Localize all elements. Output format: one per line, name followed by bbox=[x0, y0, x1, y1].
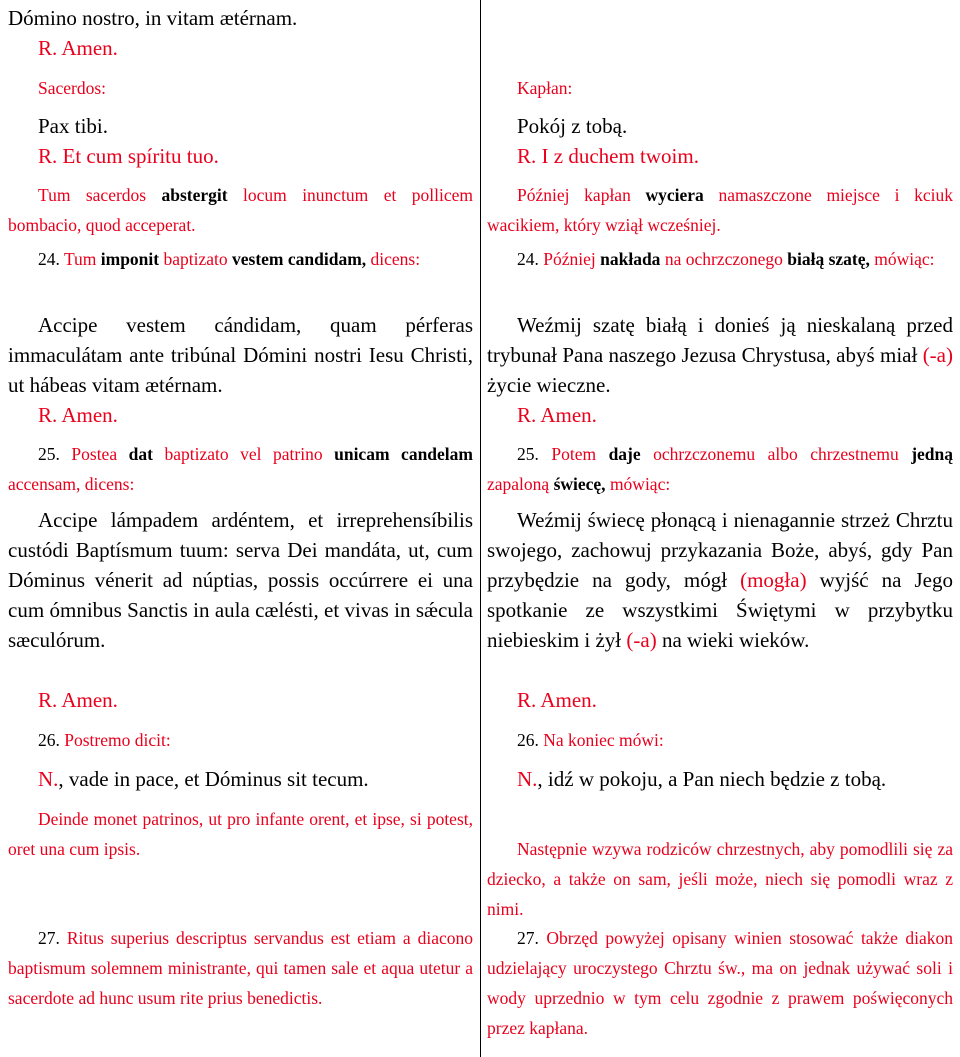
polish-rubric-nastepnie: Następnie wzywa rodziców chrzestnych, aby pomodlili się za dziecko, a także on sam, jeśli może, niech się pomodli wraz z nimi. bbox=[487, 839, 953, 919]
latin-response: R. Amen. bbox=[38, 688, 118, 712]
polish-rubric-kaplan: Kapłan: bbox=[517, 78, 573, 98]
column-divider bbox=[480, 0, 481, 1057]
rubric-text: Potem bbox=[551, 444, 609, 464]
gender-variant: (-a) bbox=[626, 628, 657, 652]
polish-text: Weźmij szatę białą i donieś ją nieskalaną przed trybunał Pana naszego Jezusa Chrystusa, abyś miał bbox=[487, 313, 953, 367]
rubric-bold: białą szatę, bbox=[787, 249, 870, 269]
latin-rubric-deinde: Deinde monet patrinos, ut pro infante orent, et ipse, si potest, oret una cum ipsis. bbox=[8, 809, 473, 859]
rubric-bold: vestem candidam, bbox=[232, 249, 367, 269]
rubric-text: na ochrzczonego bbox=[660, 249, 788, 269]
latin-response: R. Amen. bbox=[38, 403, 118, 427]
rubric-text: Obrzęd powyżej opisany winien stosować także diakon udzielający uroczystego Chrztu św., ma on jednak używać soli i wody uprzednio w tym celu zgodnie z prawem poświęconych przez kapłana. bbox=[487, 928, 953, 1038]
rubric-bold: unicam candelam bbox=[334, 444, 473, 464]
latin-text: , vade in pace, et Dóminus sit tecum. bbox=[58, 767, 369, 791]
rubric-text: Ritus superius descriptus servandus est etiam a diacono baptismum solemnem ministrante, qui tamen sale et aqua utetur a sacerdote ad hunc usum rite prius benedictis. bbox=[8, 928, 474, 1008]
rubric-text: Później kapłan bbox=[517, 185, 646, 205]
rubric-text: mówiąc: bbox=[605, 474, 671, 494]
polish-text: życie wieczne. bbox=[487, 373, 611, 397]
section-number: 24. bbox=[38, 249, 64, 269]
gender-variant: (-a) bbox=[922, 343, 953, 367]
rubric-bold: dat bbox=[128, 444, 153, 464]
section-number: 25. bbox=[38, 444, 72, 464]
latin-accipe-vestem: Accipe vestem cándidam, quam pérferas immaculátam ante tribúnal Dómini nostri Iesu Christi, ut hábeas vitam ætérnam. bbox=[8, 313, 473, 397]
rubric-text: locum inunctum et pollicem bombacio, quod acceperat. bbox=[8, 185, 473, 235]
polish-text: wyjść na Jego spotkanie ze wszystkimi Świętymi w przybytku niebieskim i żył bbox=[487, 568, 953, 652]
rubric-text: Tum bbox=[63, 249, 101, 269]
polish-section-26 bbox=[487, 725, 953, 755]
section-number: 27. bbox=[38, 928, 67, 948]
latin-rubric-sacerdos: Sacerdos: bbox=[38, 78, 107, 98]
rubric-text: zapaloną bbox=[487, 474, 554, 494]
rubric-bold: daje bbox=[608, 444, 641, 464]
latin-section-26 bbox=[8, 725, 473, 755]
rubric-text: Tum sacerdos bbox=[38, 185, 162, 205]
rubric-bold: wyciera bbox=[645, 185, 704, 205]
polish-text: Weźmij świecę płonącą i nienagannie strzeż Chrztu swojego, zachowuj przykazania Boże, abyś, gdy Pan przybędzie na gody, mógł bbox=[487, 508, 953, 592]
latin-rubric-abstergit bbox=[8, 180, 473, 240]
latin-pax: Pax tibi. bbox=[38, 114, 109, 138]
rubric-text: Postea bbox=[71, 444, 129, 464]
polish-section-25 bbox=[487, 439, 953, 499]
polish-text: na wieki wieków. bbox=[656, 628, 810, 652]
polish-response: R. Amen. bbox=[517, 688, 597, 712]
rubric-text: Postremo dicit: bbox=[64, 730, 171, 750]
rubric-bold: imponit bbox=[100, 249, 160, 269]
rubric-text: mówiąc: bbox=[869, 249, 935, 269]
rubric-bold: nakłada bbox=[600, 249, 661, 269]
rubric-bold: abstergit bbox=[161, 185, 228, 205]
gender-variant: (mogła) bbox=[740, 568, 807, 592]
rubric-text: baptizato bbox=[159, 249, 232, 269]
rubric-text: Na koniec mówi: bbox=[543, 730, 664, 750]
rubric-text: dicens: bbox=[366, 249, 421, 269]
latin-section-27 bbox=[8, 923, 473, 1013]
polish-response: R. Amen. bbox=[517, 403, 597, 427]
polish-pokoj: Pokój z tobą. bbox=[517, 114, 628, 138]
rubric-text: baptizato vel patrino bbox=[152, 444, 335, 464]
rubric-text: accensam, dicens: bbox=[8, 474, 135, 494]
latin-section-24 bbox=[8, 244, 473, 274]
rubric-text: ochrzczonemu albo chrzestnemu bbox=[640, 444, 912, 464]
section-number: 26. bbox=[38, 730, 65, 750]
section-number: 27. bbox=[517, 928, 547, 948]
rubric-text: namaszczone miejsce i kciuk wacikiem, który wziął wcześniej. bbox=[487, 185, 953, 235]
rubric-text: Później bbox=[543, 249, 601, 269]
latin-accipe-lampadem: Accipe lámpadem ardéntem, et irreprehensíbilis custódi Baptísmum tuum: serva Dei mandáta, ut, cum Dóminus vénerit ad núptias, possis occúrrere ei una cum ómnibus Sanctis in aula cælésti, et vivas in sǽcula sæculórum. bbox=[8, 508, 473, 652]
rubric-bold: jedną bbox=[911, 444, 953, 464]
section-number: 26. bbox=[517, 730, 544, 750]
latin-line: Dómino nostro, in vitam ætérnam. bbox=[8, 6, 298, 30]
section-number: 25. bbox=[517, 444, 552, 464]
latin-response: R. Et cum spíritu tuo. bbox=[38, 144, 219, 168]
rubric-bold: świecę, bbox=[553, 474, 606, 494]
name-placeholder: N. bbox=[38, 767, 59, 791]
latin-vade-in-pace bbox=[8, 764, 473, 794]
polish-text: , idź w pokoju, a Pan niech będzie z tobą. bbox=[537, 767, 887, 791]
polish-wezmij-szate bbox=[487, 310, 953, 400]
section-number: 24. bbox=[517, 249, 544, 269]
polish-response: R. I z duchem twoim. bbox=[517, 144, 699, 168]
polish-wezmij-swiece bbox=[487, 505, 953, 655]
polish-section-27 bbox=[487, 923, 953, 1043]
polish-idz-w-pokoju bbox=[487, 764, 953, 794]
name-placeholder: N. bbox=[517, 767, 538, 791]
polish-section-24 bbox=[487, 244, 953, 274]
latin-section-25 bbox=[8, 439, 473, 499]
latin-response: R. Amen. bbox=[38, 36, 118, 60]
polish-rubric-wyciera bbox=[487, 180, 953, 240]
